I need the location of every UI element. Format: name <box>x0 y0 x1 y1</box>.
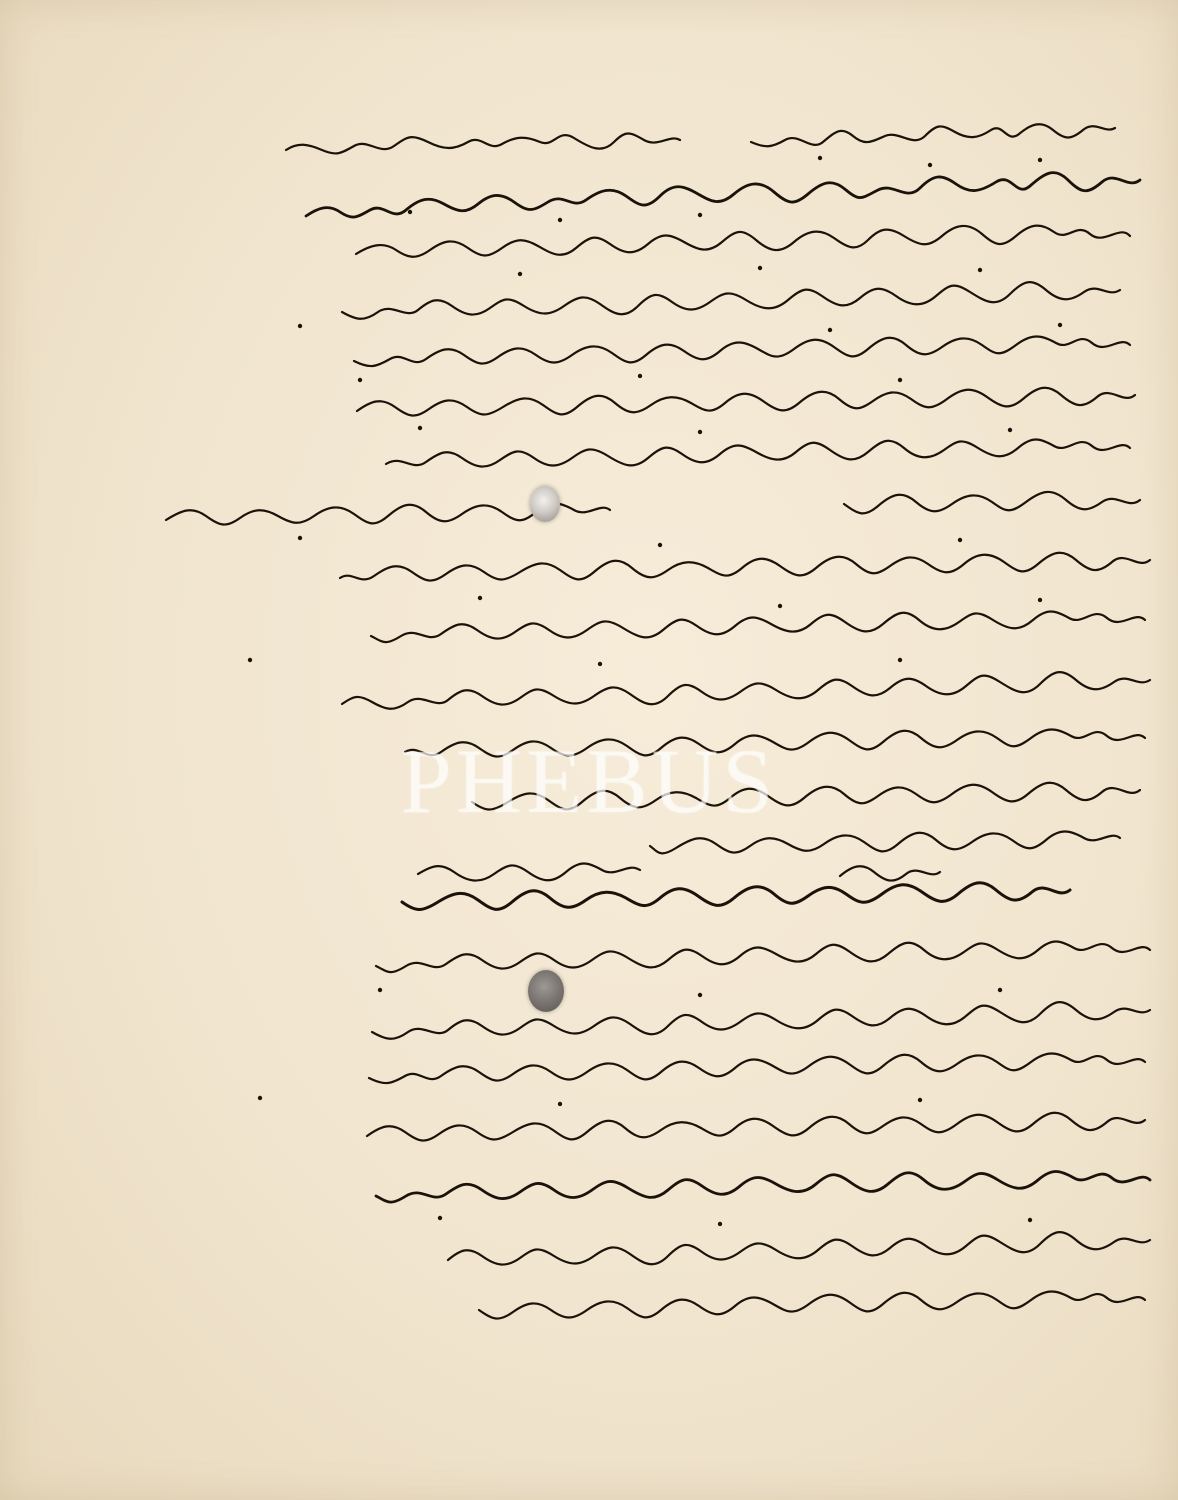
punch-hole-upper <box>530 486 560 522</box>
script-line-9 <box>340 553 1150 581</box>
script-line-11 <box>342 672 1150 709</box>
script-line-5 <box>354 337 1130 367</box>
script-line-13 <box>472 783 1140 810</box>
script-line-1 <box>286 124 1115 153</box>
main-text-block <box>166 124 1150 853</box>
script-line-7 <box>386 440 1130 467</box>
script-line-10 <box>371 612 1145 643</box>
script-line-2 <box>306 173 1140 218</box>
lower-line-4 <box>372 1002 1150 1039</box>
watermark: PHEBUS <box>400 730 778 832</box>
script-line-8 <box>166 492 1140 525</box>
script-line-6 <box>357 388 1135 416</box>
script-line-3 <box>356 226 1130 257</box>
lower-line-8 <box>448 1232 1150 1264</box>
lower-text-block <box>367 864 1150 1319</box>
lower-line-7 <box>376 1172 1150 1203</box>
lower-line-3 <box>376 942 1150 973</box>
punch-hole-lower <box>528 970 564 1012</box>
lower-line-2 <box>402 883 1070 910</box>
lower-line-9 <box>479 1292 1145 1319</box>
lower-line-5 <box>369 1054 1145 1084</box>
lower-line-6 <box>367 1113 1145 1141</box>
script-line-4 <box>342 282 1120 319</box>
lower-line-1 <box>418 864 940 881</box>
script-line-12 <box>405 730 1145 757</box>
script-line-14 <box>650 832 1120 854</box>
